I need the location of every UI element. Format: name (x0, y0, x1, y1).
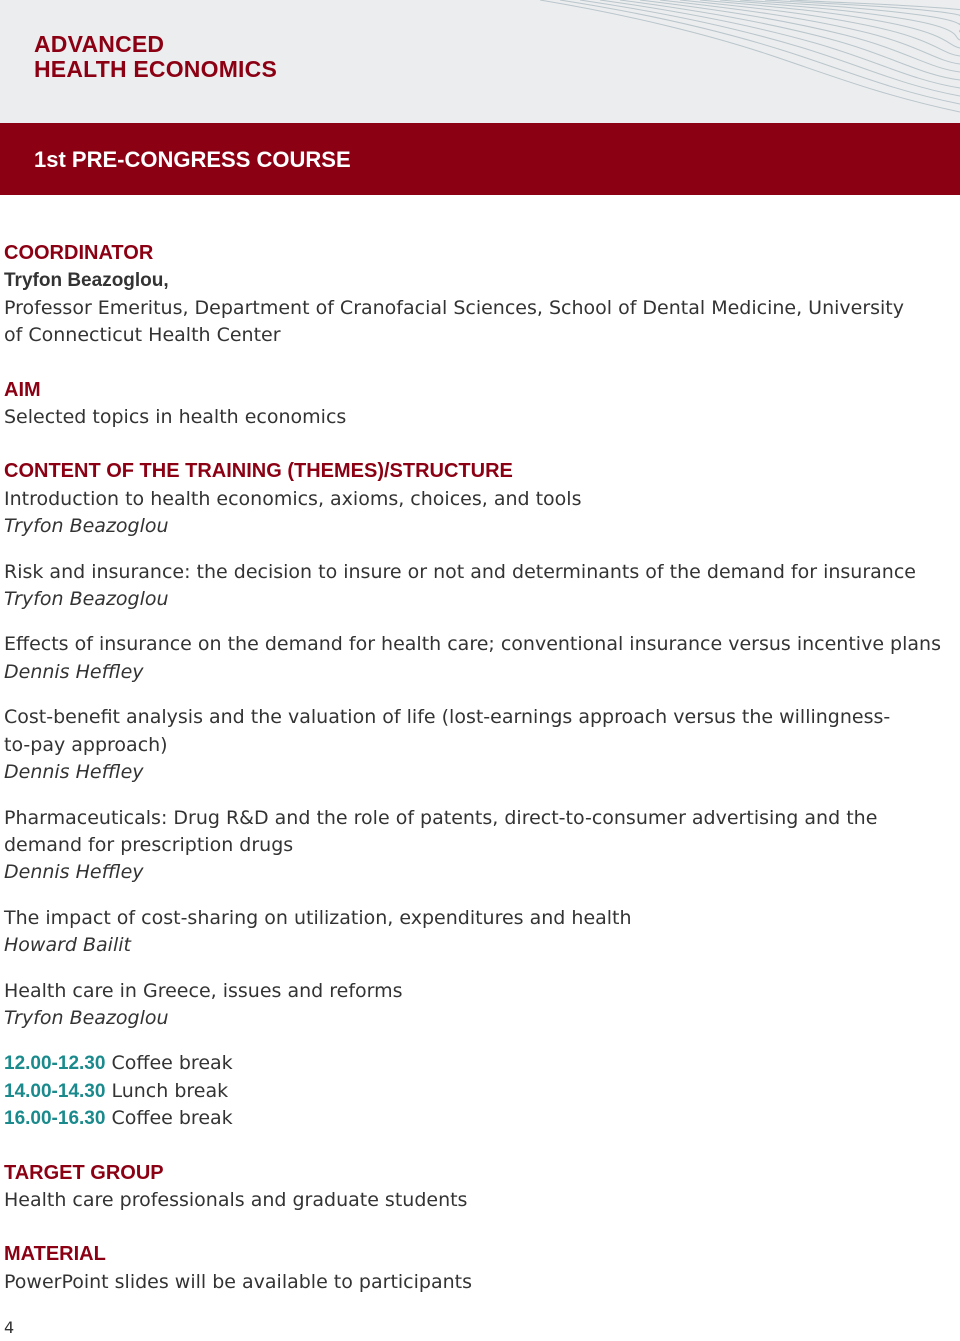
topic-text: Pharmaceuticals: Drug R&D and the role of patents, direct-to-consumer advertising and the demand for prescription drugs (4, 806, 878, 856)
list-item (4, 805, 954, 887)
speaker-name: Tryfon Beazoglou (4, 588, 169, 611)
topic-text: Introduction to health economics, axioms, choices, and tools (4, 487, 582, 510)
break-schedule (4, 1050, 954, 1132)
speaker-name: Tryfon Beazoglou (4, 1006, 169, 1029)
material-section (4, 1241, 954, 1296)
topic-text: Cost-benefit analysis and the valuation of life (lost-earnings approach versus the willingness-to-pay approach) (4, 706, 891, 756)
topic-text: Risk and insurance: the decision to insure or not and determinants of the demand for insurance (4, 560, 916, 583)
coordinator-affiliation: Professor Emeritus, Department of Cranofacial Sciences, School of Dental Medicine, University of Connecticut Health Center (4, 296, 905, 347)
list-item (4, 559, 954, 614)
speaker-name: Tryfon Beazoglou (4, 515, 169, 538)
list-item (4, 631, 954, 686)
list-item (4, 704, 954, 786)
target-group-section (4, 1160, 954, 1215)
break-label: Coffee break (111, 1107, 233, 1130)
list-item (4, 905, 954, 960)
main-content (4, 240, 954, 1296)
decorative-wave-lines (540, 0, 960, 123)
speaker-name: Howard Bailit (4, 934, 131, 957)
speaker-name: Dennis Heffley (4, 861, 144, 884)
aim-text: Selected topics in health economics (4, 406, 347, 429)
break-row (4, 1050, 954, 1077)
aim-section (4, 377, 954, 432)
break-time: 16.00-16.30 (4, 1108, 106, 1130)
coordinator-name: Tryfon Beazoglou, (4, 270, 169, 292)
aim-heading: AIM (4, 378, 41, 401)
course-title-line1: ADVANCED (34, 31, 165, 57)
topic-text: Effects of insurance on the demand for health care; conventional insurance versus incentive plans (4, 633, 941, 656)
content-heading: CONTENT OF THE TRAINING (THEMES)/STRUCTURE (4, 460, 513, 483)
break-time: 14.00-14.30 (4, 1080, 106, 1102)
course-title-line2: HEALTH ECONOMICS (34, 56, 277, 82)
coordinator-heading: COORDINATOR (4, 242, 154, 264)
list-item (4, 486, 954, 541)
coordinator-section (4, 240, 954, 350)
list-item (4, 978, 954, 1033)
break-row (4, 1105, 954, 1132)
topic-text: The impact of cost-sharing on utilization, expenditures and health (4, 906, 632, 929)
target-group-heading: TARGET GROUP (4, 1161, 164, 1184)
material-heading: MATERIAL (4, 1243, 106, 1266)
break-label: Coffee break (111, 1052, 233, 1075)
content-section (4, 458, 954, 1132)
break-time: 12.00-12.30 (4, 1053, 106, 1075)
page-number: 4 (4, 1318, 15, 1337)
material-text: PowerPoint slides will be available to participants (4, 1270, 472, 1293)
topic-text: Health care in Greece, issues and reforms (4, 979, 403, 1002)
target-group-text: Health care professionals and graduate students (4, 1188, 468, 1211)
header-band (0, 0, 960, 123)
speaker-name: Dennis Heffley (4, 660, 144, 683)
speaker-name: Dennis Heffley (4, 761, 144, 784)
course-subtitle: 1st PRE-CONGRESS COURSE (34, 147, 351, 172)
break-label: Lunch break (111, 1079, 229, 1102)
course-title (34, 32, 277, 82)
break-row (4, 1078, 954, 1105)
